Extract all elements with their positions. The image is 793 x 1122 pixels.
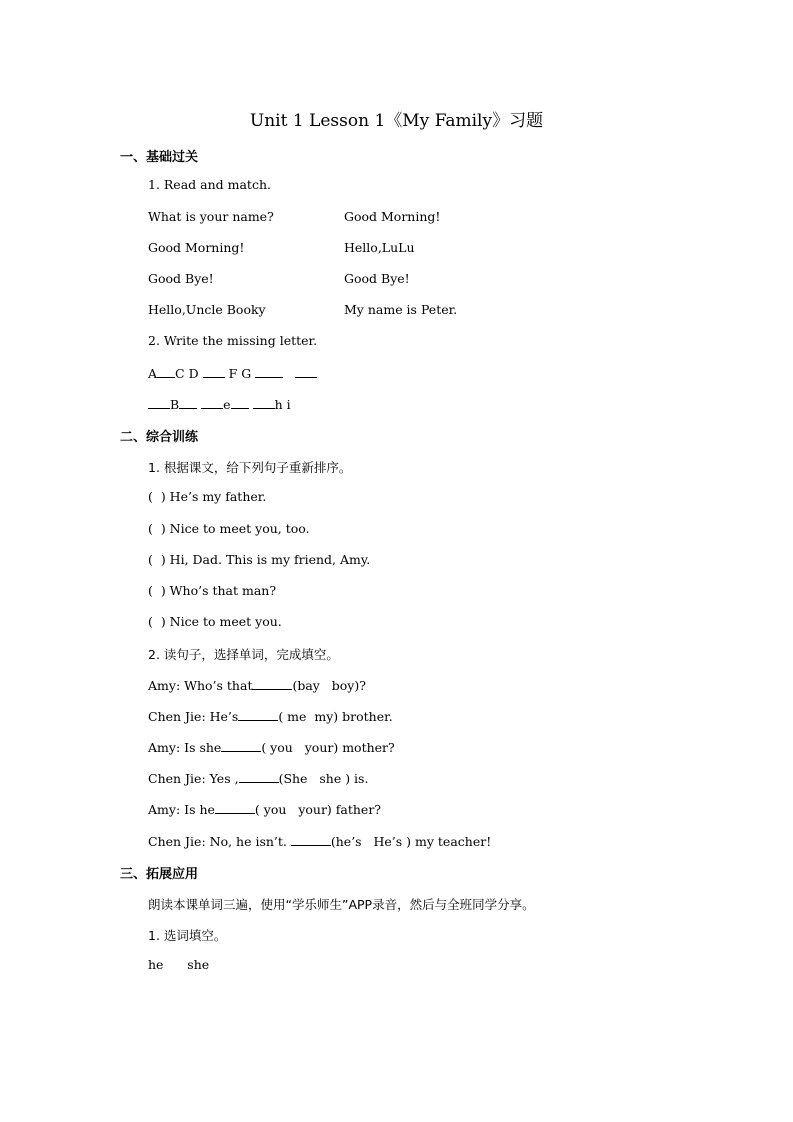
blank-b-lower[interactable] bbox=[179, 396, 197, 409]
fill-line-5 bbox=[148, 801, 381, 817]
match-left-1: What is your name? bbox=[148, 209, 274, 224]
letter-a: A bbox=[148, 366, 158, 381]
fill-blank[interactable] bbox=[239, 770, 279, 783]
letter-e: e bbox=[223, 397, 231, 412]
fill-pre: Amy: Is he bbox=[148, 802, 215, 817]
blank-i[interactable] bbox=[295, 365, 317, 378]
fill-pre: Amy: Who’s that bbox=[148, 678, 253, 693]
order-item-2: ( ) Nice to meet you, too. bbox=[148, 521, 310, 536]
letters-cd: C D bbox=[175, 366, 199, 381]
order-item-4: ( ) Who’s that man? bbox=[148, 583, 277, 598]
match-left-2: Good Morning! bbox=[148, 240, 245, 255]
order-item-5: ( ) Nice to meet you. bbox=[148, 614, 282, 629]
blank-g-lower[interactable] bbox=[253, 396, 275, 409]
q5-intro: 朗读本课单词三遍，使用“学乐师生”APP录音，然后与全班同学分享。 bbox=[148, 897, 535, 912]
fill-blank[interactable] bbox=[221, 739, 261, 752]
blank-f-lower[interactable] bbox=[231, 396, 249, 409]
match-left-3: Good Bye! bbox=[148, 271, 214, 286]
q3-prompt: 1. 根据课文，给下列句子重新排序。 bbox=[148, 460, 352, 475]
fill-line-1 bbox=[148, 677, 366, 693]
q4-prompt: 2. 读句子，选择单词，完成填空。 bbox=[148, 647, 339, 662]
fill-post: ( you your) father? bbox=[254, 802, 382, 817]
blank-a-lower[interactable] bbox=[148, 396, 170, 409]
q2-prompt: 2. Write the missing letter. bbox=[148, 333, 318, 348]
fill-line-6 bbox=[148, 833, 491, 849]
match-right-4: My name is Peter. bbox=[344, 302, 458, 317]
match-right-3: Good Bye! bbox=[344, 271, 410, 286]
blank-d-lower[interactable] bbox=[201, 396, 223, 409]
fill-post: (bay boy)? bbox=[292, 678, 366, 693]
fill-post: ( me my) brother. bbox=[278, 709, 393, 724]
letters-row-2 bbox=[148, 396, 291, 412]
q5-prompt: 1. 选词填空。 bbox=[148, 928, 227, 943]
section-heading-3: 三、拓展应用 bbox=[120, 867, 199, 882]
order-item-1: ( ) He’s my father. bbox=[148, 489, 267, 504]
blank-e[interactable] bbox=[203, 365, 225, 378]
order-item-3: ( ) Hi, Dad. This is my friend, Amy. bbox=[148, 552, 371, 567]
fill-blank[interactable] bbox=[238, 708, 278, 721]
fill-pre: Chen Jie: No, he isn’t. bbox=[148, 834, 291, 849]
section-heading-2: 二、综合训练 bbox=[120, 430, 199, 445]
match-right-1: Good Morning! bbox=[344, 209, 441, 224]
fill-post: ( you your) mother? bbox=[261, 740, 395, 755]
letter-big-b: B bbox=[170, 397, 180, 412]
match-left-4: Hello,Uncle Booky bbox=[148, 302, 266, 317]
fill-post: (She she ) is. bbox=[278, 771, 369, 786]
match-right-2: Hello,LuLu bbox=[344, 240, 415, 255]
fill-line-4 bbox=[148, 770, 368, 786]
letters-hi: h i bbox=[274, 397, 291, 412]
fill-blank[interactable] bbox=[291, 833, 331, 846]
fill-blank[interactable] bbox=[252, 677, 292, 690]
page-title: Unit 1 Lesson 1《My Family》习题 bbox=[249, 111, 544, 131]
fill-line-3 bbox=[148, 739, 395, 755]
section-heading-1: 一、基础过关 bbox=[120, 150, 199, 165]
fill-pre: Chen Jie: He’s bbox=[148, 709, 239, 724]
blank-b[interactable] bbox=[157, 365, 175, 378]
fill-line-2 bbox=[148, 708, 393, 724]
fill-pre: Chen Jie: Yes , bbox=[148, 771, 239, 786]
fill-blank[interactable] bbox=[215, 801, 255, 814]
q1-prompt: 1. Read and match. bbox=[148, 177, 271, 192]
letters-fg: F G bbox=[228, 366, 252, 381]
fill-pre: Amy: Is she bbox=[148, 740, 222, 755]
letters-row-1 bbox=[148, 365, 317, 381]
fill-post: (he’s He’s ) my teacher! bbox=[330, 834, 492, 849]
word-bank: he she bbox=[148, 957, 210, 972]
blank-h[interactable] bbox=[255, 365, 283, 378]
